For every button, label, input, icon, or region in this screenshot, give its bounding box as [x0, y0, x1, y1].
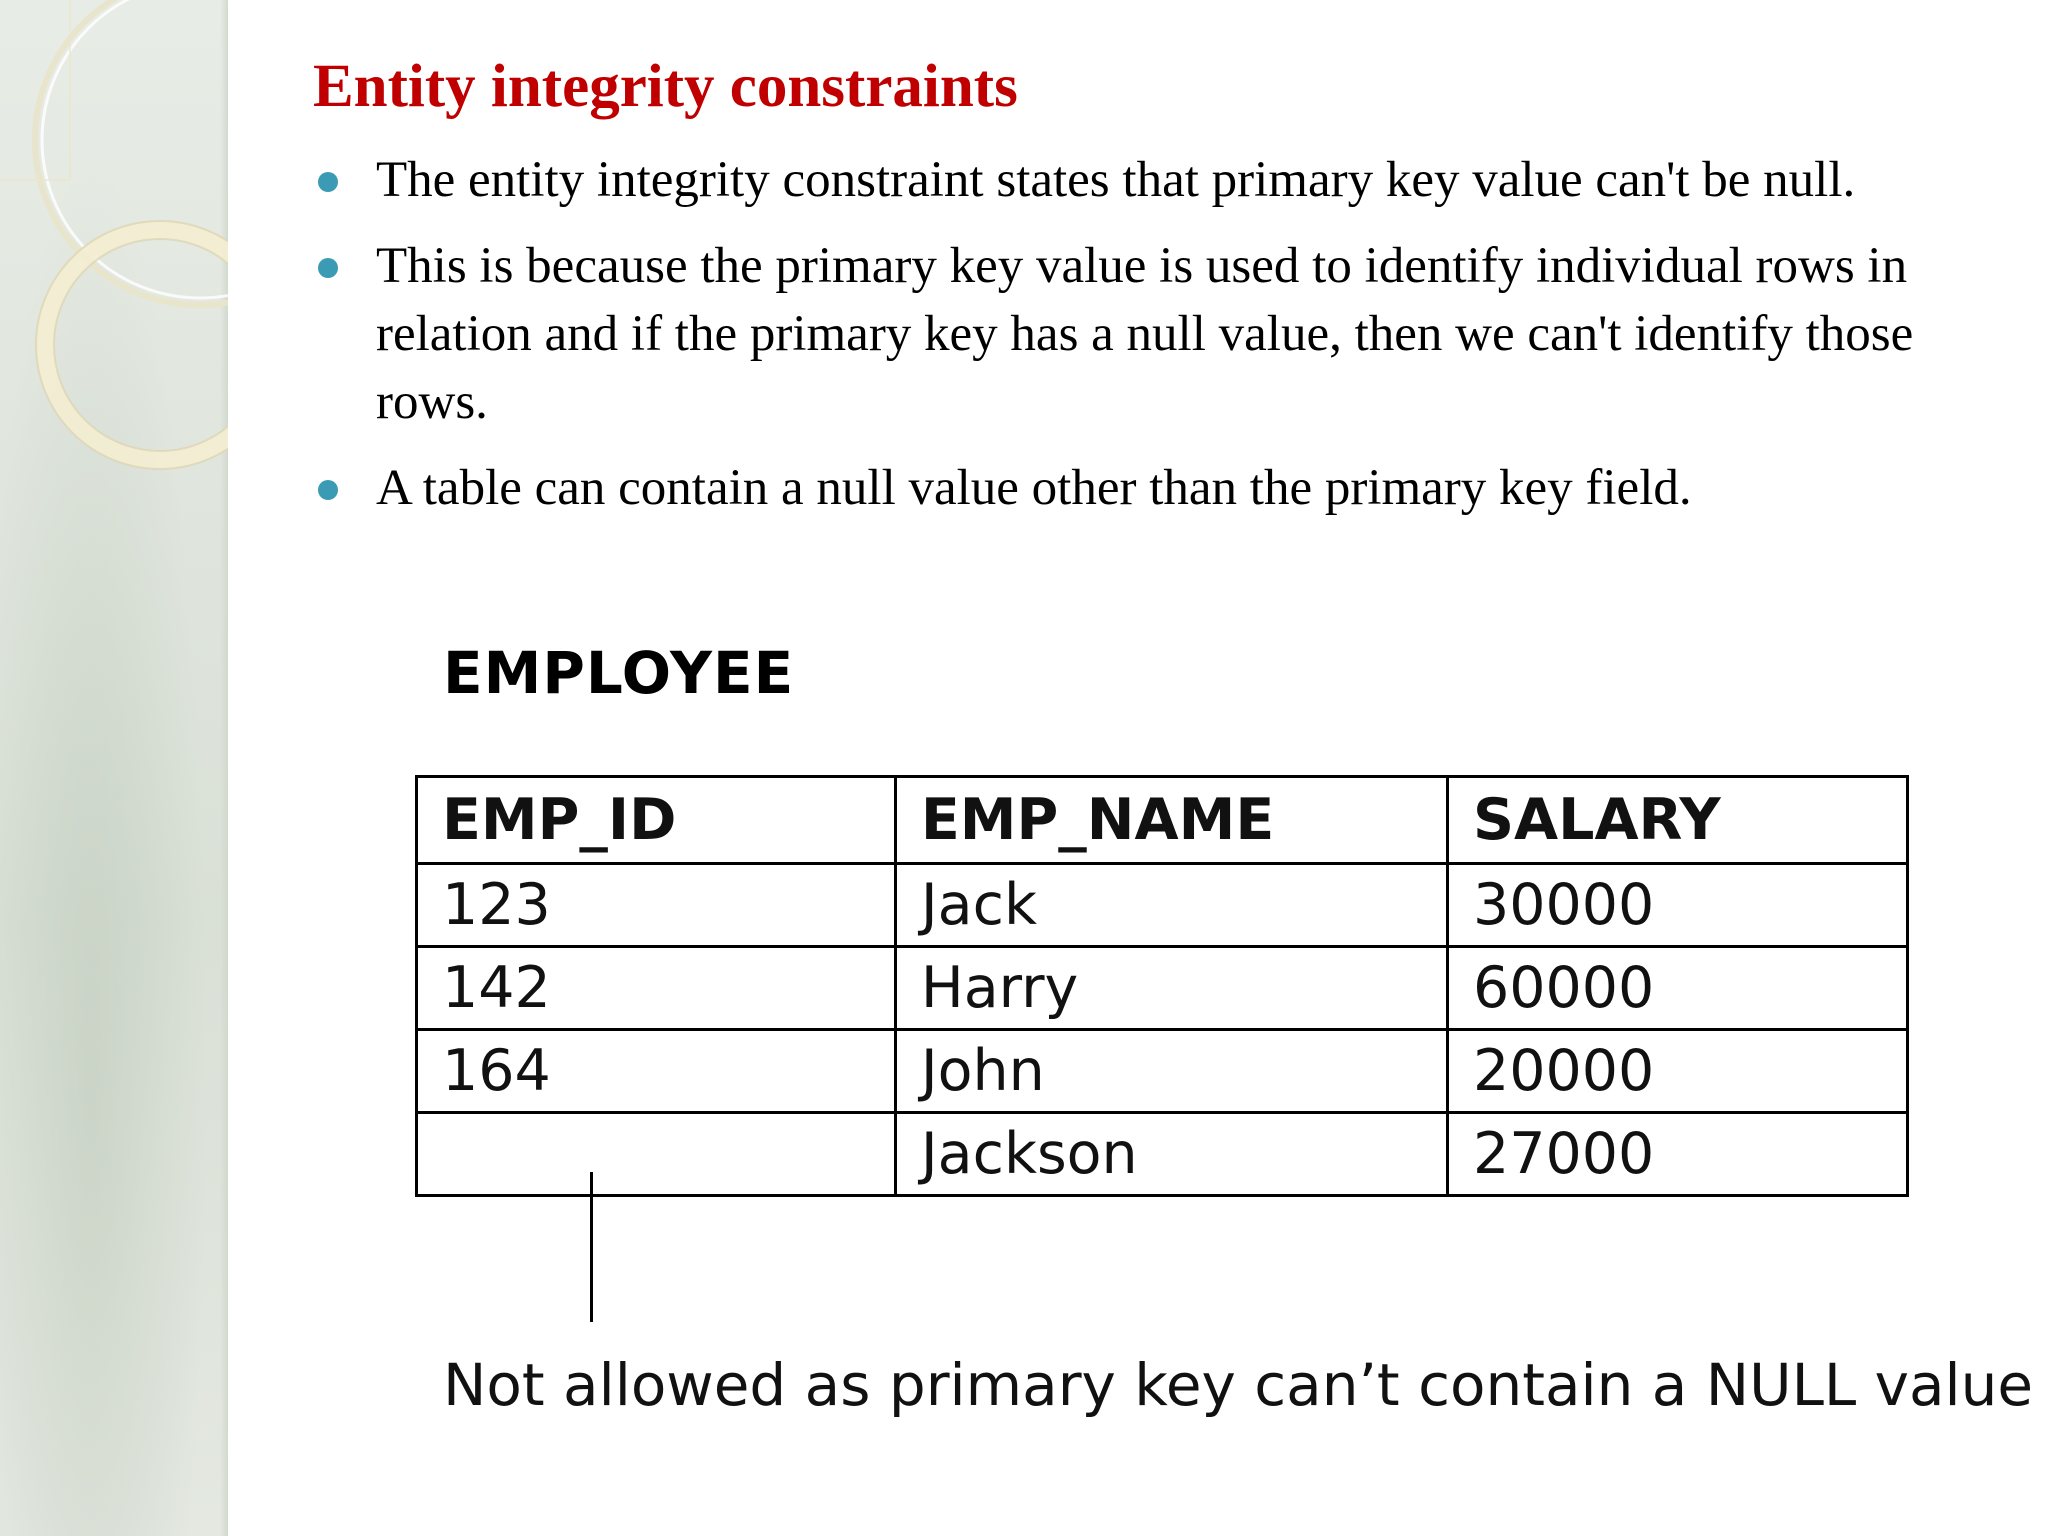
- bullet-text: This is because the primary key value is used to identify individual rows in relation and if the primary key has a null value, then we can't identify those rows.: [376, 238, 1914, 430]
- slide-title: Entity integrity constraints: [313, 53, 1018, 120]
- table-row: [417, 1113, 1908, 1196]
- pointer-line: [590, 1172, 593, 1322]
- cell-emp-id: 142: [417, 947, 896, 1030]
- bullet-item: [318, 146, 1918, 214]
- cell-emp-id: 123: [417, 864, 896, 947]
- header-emp-id: EMP_ID: [417, 777, 896, 864]
- header-emp-name: EMP_NAME: [895, 777, 1447, 864]
- bullet-dot-icon: [318, 172, 338, 192]
- table-row: [417, 864, 1908, 947]
- table-header-row: [417, 777, 1908, 864]
- bullet-text: A table can contain a null value other than the primary key field.: [376, 460, 1692, 516]
- header-salary: SALARY: [1447, 777, 1907, 864]
- table-caption: EMPLOYEE: [443, 639, 795, 707]
- table-row: [417, 1030, 1908, 1113]
- employee-table: [415, 775, 1909, 1197]
- cell-salary: 60000: [1447, 947, 1907, 1030]
- annotation-note: Not allowed as primary key can’t contain a NULL value: [443, 1351, 2034, 1419]
- decorative-rings-icon: [0, 0, 228, 520]
- bullet-item: [318, 232, 1918, 436]
- decorative-side-band: [0, 0, 228, 1536]
- bullet-text: The entity integrity constraint states that primary key value can't be null.: [376, 152, 1856, 208]
- bullet-item: [318, 454, 1918, 522]
- bullet-dot-icon: [318, 480, 338, 500]
- cell-salary: 20000: [1447, 1030, 1907, 1113]
- cell-salary: 30000: [1447, 864, 1907, 947]
- cell-emp-id-null: [417, 1113, 896, 1196]
- table-row: [417, 947, 1908, 1030]
- cell-emp-name: Jack: [895, 864, 1447, 947]
- cell-emp-name: Harry: [895, 947, 1447, 1030]
- bullet-list: [318, 146, 1918, 540]
- cell-emp-name: Jackson: [895, 1113, 1447, 1196]
- cell-emp-name: John: [895, 1030, 1447, 1113]
- cell-salary: 27000: [1447, 1113, 1907, 1196]
- bullet-dot-icon: [318, 258, 338, 278]
- cell-emp-id: 164: [417, 1030, 896, 1113]
